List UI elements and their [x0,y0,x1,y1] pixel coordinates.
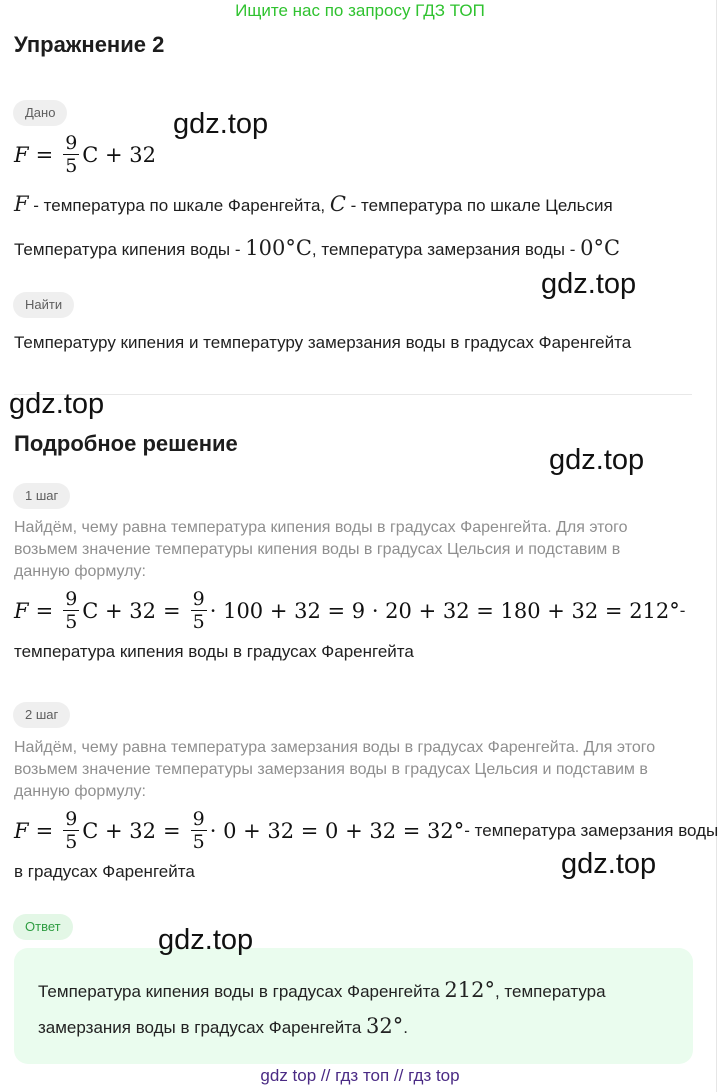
text-part: замерзания воды в градусах Фаренгейта [38,1018,366,1037]
equals-sign: = [163,818,181,843]
formula-tail: · 0 + 32 = 0 + 32 = 32° [209,818,465,843]
math-value: 100°C [245,236,312,260]
fraction [191,588,207,633]
fraction [63,132,79,177]
fraction-numerator: 9 [192,808,205,830]
watermark: gdz.top [9,388,105,420]
right-border [716,0,717,1092]
answer-line [38,1014,408,1038]
step-description [14,737,655,803]
formula-rest: C + 32 [82,142,157,167]
math-var: F [14,192,29,216]
find-text: Температуру кипения и температуру замерзания воды в градусах Фаренгейта [14,333,632,352]
equals-sign: = [35,598,54,623]
footer-links[interactable]: gdz top // гдз топ // гдз top [260,1066,460,1085]
text-part: , температура замерзания воды - [311,240,581,259]
math-value: 0°C [580,236,621,260]
text-part: Температура кипения воды - [14,240,246,259]
formula-tail: · 100 + 32 = 9 · 20 + 32 = 180 + 32 = 212° [209,598,680,623]
fraction-denominator: 5 [192,831,205,853]
formula-suffix: - [679,600,686,620]
watermark: gdz.top [541,268,637,300]
given-definition-line [14,192,613,216]
step-line: возьмем значение температуры кипения воды в градусах Цельсия и подставим в [14,541,621,558]
math-value: 32° [366,1014,404,1038]
watermark: gdz.top [561,848,657,880]
fraction-denominator: 5 [65,155,78,177]
equals-sign: = [35,142,54,167]
answer-line [38,978,606,1002]
given-formula [14,132,156,177]
step-line: Найдём, чему равна температура замерзания воды в градусах Фаренгейта. Для этого [14,739,656,756]
step-badge: 1 шаг [13,483,70,509]
fraction-denominator: 5 [65,611,78,633]
step1-formula [14,588,685,633]
watermark: gdz.top [158,924,254,956]
text-part: . [403,1018,408,1037]
step-line: данную формулу: [14,783,146,800]
watermark: gdz.top [549,444,645,476]
answer-box [14,948,693,1064]
step2-formula [14,808,718,853]
given-badge: Дано [13,100,67,126]
search-banner[interactable]: Ищите нас по запросу ГДЗ ТОП [235,1,485,20]
formula-part: C + 32 [82,818,157,843]
find-badge: Найти [13,292,74,318]
fraction-numerator: 9 [65,588,78,610]
step-line: Найдём, чему равна температура кипения воды в градусах Фаренгейта. Для этого [14,519,628,536]
fraction [63,808,79,853]
fraction [191,808,207,853]
given-temperatures-line [14,236,620,260]
formula-var: F [14,142,29,167]
formula-suffix: - температура замерзания воды [464,820,719,840]
text-part: Температура кипения воды в градусах Фаренгейта [38,982,445,1001]
formula-part: C + 32 [82,598,157,623]
step-line: данную формулу: [14,563,146,580]
step-line: возьмем значение температуры замерзания воды в градусах Цельсия и подставим в [14,761,648,778]
step2-result-text: в градусах Фаренгейта [14,862,195,881]
text-part: - температура по шкале Цельсия [345,196,613,215]
math-value: 212° [444,978,495,1002]
equals-sign: = [35,818,54,843]
step-badge: 2 шаг [13,702,70,728]
formula-var: F [14,818,29,843]
fraction-denominator: 5 [192,611,205,633]
fraction-numerator: 9 [65,808,78,830]
page-title: Упражнение 2 [14,32,165,57]
fraction-numerator: 9 [65,132,78,154]
text-part: - температура по шкале Фаренгейта, [28,196,330,215]
fraction-numerator: 9 [192,588,205,610]
watermark: gdz.top [173,108,269,140]
equals-sign: = [163,598,181,623]
text-part: , температура [494,982,606,1001]
solution-title: Подробное решение [14,431,238,456]
fraction [63,588,79,633]
fraction-denominator: 5 [65,831,78,853]
math-var: C [329,192,346,216]
step-description [14,517,628,583]
step1-result-text: температура кипения воды в градусах Фаренгейта [14,642,414,661]
formula-var: F [14,598,29,623]
answer-badge: Ответ [13,914,73,940]
section-divider [14,394,692,395]
